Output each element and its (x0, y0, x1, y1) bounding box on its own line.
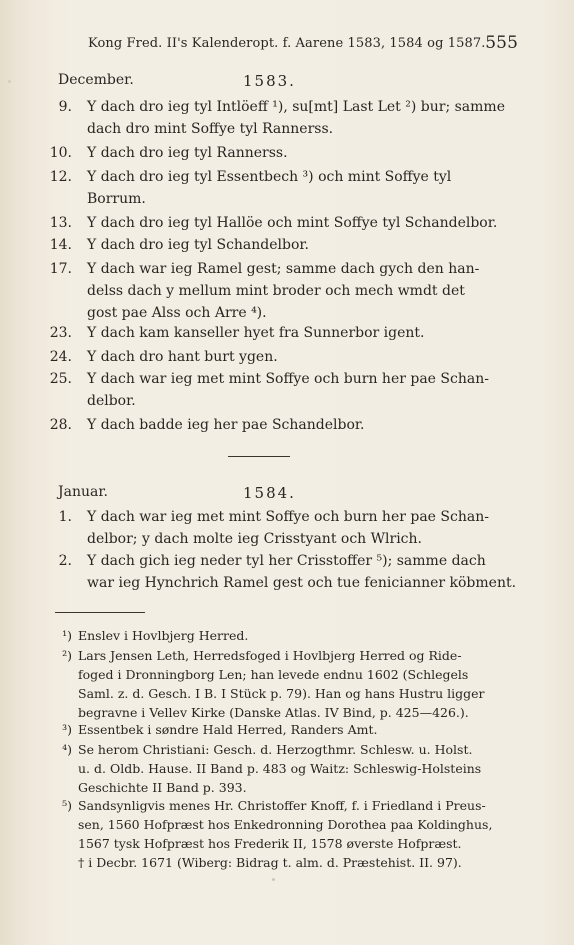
footnote-line: begravne i Vellev Kirke (Danske Atlas. IV Bind, p. 425—426.). (78, 705, 469, 720)
footnote-line: Essentbek i søndre Hald Herred, Randers Amt. (78, 722, 378, 737)
section-divider (228, 456, 290, 457)
footnote-line: † i Decbr. 1671 (Wiberg: Bidrag t. alm. d. Præstehist. II. 97). (78, 855, 462, 870)
section-year: 1583. (243, 72, 296, 90)
entry-line: gost pae Alss och Arre ⁴). (87, 305, 267, 321)
footnote-line: Enslev i Hovlbjerg Herred. (78, 628, 249, 643)
paper-speck (8, 80, 11, 83)
entry-line: delss dach y mellum mint broder och mech wmdt det (87, 283, 465, 299)
entry-day: 10. (49, 145, 72, 161)
footnote-separator (55, 612, 145, 613)
footnote-line: u. d. Oldb. Hause. II Band p. 483 og Waitz: Schleswig-Holsteins (78, 761, 482, 776)
entry-line: war ieg Hynchrich Ramel gest och tue fenicianner köbment. (87, 575, 517, 591)
entry-day: 28. (49, 417, 72, 433)
entry-line: Y dach war ieg Ramel gest; samme dach gych den han- (87, 261, 480, 277)
entry-day: 24. (49, 349, 72, 365)
paper-speck (272, 878, 275, 881)
entry-line: Y dach war ieg met mint Soffye och burn her pae Schan- (87, 509, 489, 525)
entry-line: Y dach war ieg met mint Soffye och burn her pae Schan- (87, 371, 489, 387)
footnote-mark: ⁴) (62, 742, 72, 757)
footnote-line: sen, 1560 Hofpræst hos Enkedronning Dorothea paa Koldinghus, (78, 817, 493, 832)
entry-line: Borrum. (87, 191, 146, 207)
section-month: December. (58, 72, 134, 88)
running-title: Kong Fred. II's Kalenderopt. f. Aarene 1583, 1584 og 1587. (88, 36, 486, 51)
entry-line: Y dach dro ieg tyl Hallöe och mint Soffye tyl Schandelbor. (87, 215, 498, 231)
entry-day: 9. (58, 99, 72, 115)
entry-day: 23. (49, 325, 72, 341)
entry-line: Y dach dro ieg tyl Intlöeff ¹), su[mt] Last Let ²) bur; samme (87, 99, 505, 115)
entry-line: Y dach gich ieg neder tyl her Crisstoffer ⁵); samme dach (87, 553, 486, 569)
footnote-mark: ³) (62, 722, 72, 737)
entry-line: Y dach dro ieg tyl Rannerss. (87, 145, 288, 161)
footnote-line: Geschichte II Band p. 393. (78, 780, 247, 795)
entry-line: Y dach dro ieg tyl Schandelbor. (87, 237, 310, 253)
footnote-line: Se herom Christiani: Gesch. d. Herzogthmr. Schlesw. u. Holst. (78, 742, 473, 757)
footnote-mark: ¹) (62, 628, 72, 643)
entry-line: Y dach badde ieg her pae Schandelbor. (87, 417, 365, 433)
entry-line: Y dach dro hant burt ygen. (87, 349, 278, 365)
entry-line: Y dach dro ieg tyl Essentbech ³) och mint Soffye tyl (87, 169, 452, 185)
entry-day: 17. (49, 261, 72, 277)
footnote-line: 1567 tysk Hofpræst hos Frederik II, 1578 øverste Hofpræst. (78, 836, 462, 851)
footnote-line: Saml. z. d. Gesch. I B. I Stück p. 79). Han og hans Hustru ligger (78, 686, 485, 701)
footnote-mark: ⁵) (62, 798, 72, 813)
entry-day: 14. (49, 237, 72, 253)
section-year: 1584. (243, 484, 296, 502)
footnote-line: Sandsynligvis menes Hr. Christoffer Knoff, f. i Friedland i Preus- (78, 798, 486, 813)
entry-day: 25. (49, 371, 72, 387)
entry-day: 12. (49, 169, 72, 185)
entry-line: delbor. (87, 393, 136, 409)
entry-day: 13. (49, 215, 72, 231)
footnote-line: foged i Dronningborg Len; han levede endnu 1602 (Schlegels (78, 667, 469, 682)
entry-day: 1. (58, 509, 72, 525)
running-header (88, 33, 518, 53)
footnote-mark: ²) (62, 648, 72, 663)
entry-line: delbor; y dach molte ieg Crisstyant och Wlrich. (87, 531, 422, 547)
entry-line: dach dro mint Soffye tyl Rannerss. (87, 121, 334, 137)
section-month: Januar. (58, 484, 108, 500)
page-number: 555 (485, 33, 518, 53)
entry-day: 2. (58, 553, 72, 569)
footnote-line: Lars Jensen Leth, Herredsfoged i Hovlbjerg Herred og Ride- (78, 648, 462, 663)
entry-line: Y dach kam kanseller hyet fra Sunnerbor igent. (87, 325, 425, 341)
